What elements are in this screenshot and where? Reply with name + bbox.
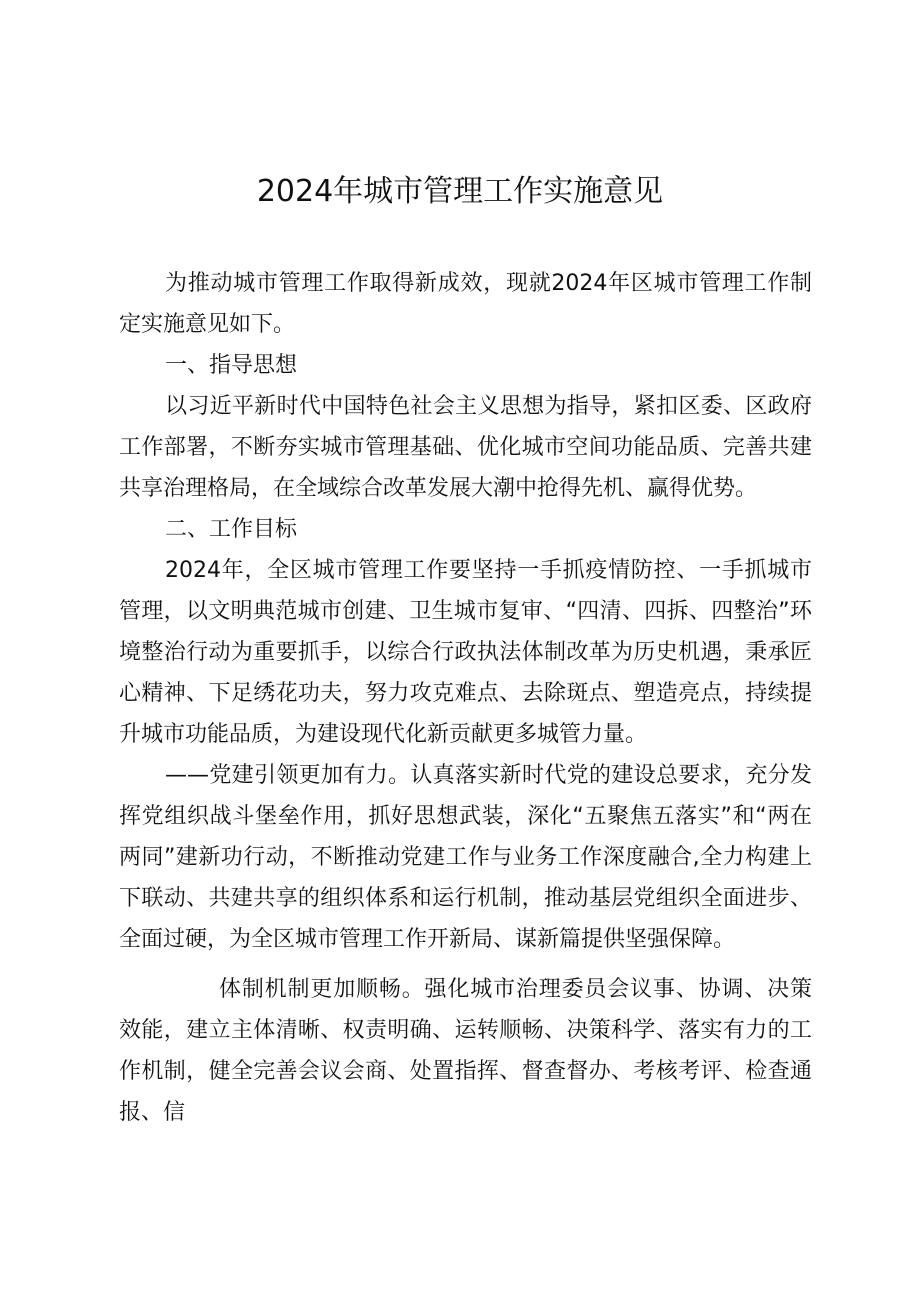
guiding-thought-paragraph: 以习近平新时代中国特色社会主义思想为指导，紧扣区委、区政府工作部署，不断夯实城市管理基础、优化城市空间功能品质、完善共建共享治理格局，在全域综合改革发展大潮中抢得先机、赢得优势。 [119, 394, 812, 501]
section-heading-work-goals: 二、工作目标 [165, 517, 298, 542]
work-goals-paragraph: 2024年，全区城市管理工作要坚持一手抓疫情防控、一手抓城市管理，以文明典范城市创建、卫生城市复审、“四清、四拆、四整治”环境整治行动为重要抓手，以综合行政执法体制改革为历史机遇，秉承匠心精神、下足绣花功夫，努力攻克难点、去除斑点、塑造亮点，持续提升城市功能品质，为建设现代化新贡献更多城管力量。 [119, 558, 812, 747]
party-building-paragraph: ——党建引领更加有力。认真落实新时代党的建设总要求，充分发挥党组织战斗堡垒作用，抓好思想武装，深化“五聚焦五落实”和“两在两同”建新功行动，不断推动党建工作与业务工作深度融合,全力构建上下联动、共建共享的组织体系和运行机制，推动基层党组织全面进步、全面过硬，为全区城市管理工作开新局、谋新篇提供坚强保障。 [119, 763, 812, 952]
institutional-mechanism-paragraph: 体制机制更加顺畅。强化城市治理委员会议事、协调、决策效能，建立主体清晰、权责明确、运转顺畅、决策科学、落实有力的工作机制，健全完善会议会商、处置指挥、督查督办、考核考评、检查通报、信 [119, 977, 812, 1125]
document-title: 2024年城市管理工作实施意见 [256, 174, 664, 209]
section-heading-guiding-thought: 一、指导思想 [165, 353, 298, 378]
document-body [119, 263, 812, 1133]
intro-paragraph: 为推动城市管理工作取得新成效，现就2024年区城市管理工作制定实施意见如下。 [119, 271, 812, 337]
